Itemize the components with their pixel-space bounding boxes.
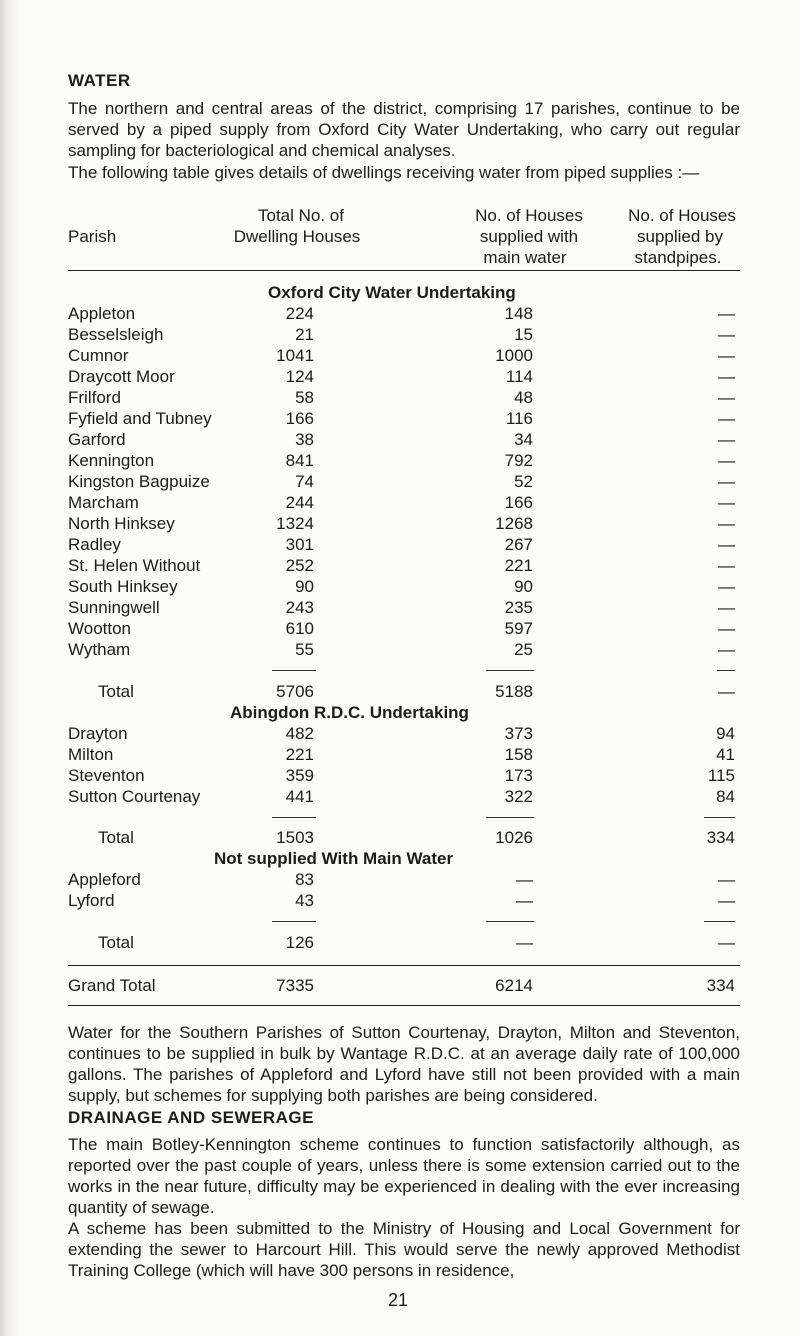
water-intro-text: The northern and central areas of the district, comprising 17 parishes, continue to be served by a piped supply from Oxford City Water Undertaking, who carry out regular sampling for bacteriological and chemical analyses. xyxy=(68,99,740,160)
row-parish: Garford xyxy=(68,430,126,449)
row-standpipes: — xyxy=(718,870,735,889)
row-total: 441 xyxy=(285,787,314,806)
binding-edge xyxy=(0,0,20,1336)
row-main: 34 xyxy=(514,430,533,449)
row-main: 48 xyxy=(514,388,533,407)
row-parish: South Hinksey xyxy=(68,577,178,596)
row-parish: Appleford xyxy=(68,870,141,889)
row-main: 114 xyxy=(505,367,533,386)
row-parish: Cumnor xyxy=(68,346,129,365)
row-total: 166 xyxy=(285,409,314,428)
header-col2-line3: main water xyxy=(483,248,567,267)
row-standpipes: — xyxy=(718,535,735,554)
row-total: 74 xyxy=(295,472,314,491)
row-main: 267 xyxy=(504,535,533,554)
row-main: 25 xyxy=(514,640,533,659)
table-intro-text: The following table gives details of dwellings receiving water from piped supplies :— xyxy=(68,163,700,182)
row-main: 597 xyxy=(504,619,533,638)
row-total: 301 xyxy=(285,535,314,554)
grand-total-top-rule xyxy=(68,965,740,966)
subtotal-rule xyxy=(704,817,735,818)
section-title-not-supplied: Not supplied With Main Water xyxy=(214,849,454,868)
header-col1-line2: Dwelling Houses xyxy=(233,227,361,246)
row-standpipes: — xyxy=(718,367,735,386)
subtotal-rule xyxy=(272,921,316,922)
header-col2-line2: supplied with xyxy=(479,227,579,246)
row-total: 610 xyxy=(285,619,314,638)
row-parish: Drayton xyxy=(68,724,128,743)
row-total: 38 xyxy=(295,430,314,449)
total-label: Total xyxy=(98,828,134,847)
row-parish: Kennington xyxy=(68,451,155,470)
row-parish: Wytham xyxy=(68,640,131,659)
row-main: 322 xyxy=(504,787,533,806)
drainage-paragraph-2 xyxy=(68,1218,740,1281)
row-standpipes: — xyxy=(718,472,735,491)
total-main: 1026 xyxy=(495,828,533,847)
grand-total-standpipes: 334 xyxy=(706,976,735,995)
row-parish: Besselsleigh xyxy=(68,325,164,344)
total-standpipes: 334 xyxy=(706,828,735,847)
row-standpipes: — xyxy=(718,577,735,596)
drainage-heading: DRAINAGE AND SEWERAGE xyxy=(68,1108,314,1127)
row-parish: Steventon xyxy=(68,766,145,785)
total-total: 126 xyxy=(285,933,314,952)
row-total: 58 xyxy=(295,388,314,407)
row-main: 1000 xyxy=(495,346,533,365)
row-parish: Radley xyxy=(68,535,121,554)
row-standpipes: — xyxy=(718,598,735,617)
row-standpipes: — xyxy=(718,346,735,365)
row-parish: Sutton Courtenay xyxy=(68,787,201,806)
subtotal-rule xyxy=(272,670,316,671)
row-main: 1268 xyxy=(495,514,533,533)
total-main: — xyxy=(516,933,533,952)
water-intro-paragraph xyxy=(68,98,740,161)
subtotal-rule xyxy=(486,817,534,818)
grand-total-label: Grand Total xyxy=(68,976,156,995)
row-parish: Frilford xyxy=(68,388,121,407)
row-standpipes: — xyxy=(718,304,735,323)
row-main: 116 xyxy=(505,409,533,428)
row-standpipes: — xyxy=(718,325,735,344)
row-standpipes: — xyxy=(718,388,735,407)
row-main: 235 xyxy=(504,598,533,617)
section-title-oxford: Oxford City Water Undertaking xyxy=(268,283,516,302)
row-standpipes: — xyxy=(718,430,735,449)
row-total: 1041 xyxy=(276,346,314,365)
row-standpipes: 94 xyxy=(716,724,735,743)
row-parish: Kingston Bagpuize xyxy=(68,472,210,491)
row-total: 841 xyxy=(285,451,314,470)
row-total: 90 xyxy=(295,577,314,596)
row-main: 221 xyxy=(504,556,533,575)
row-total: 224 xyxy=(285,304,314,323)
page-number: 21 xyxy=(388,1290,409,1310)
row-main: — xyxy=(516,891,533,910)
row-total: 21 xyxy=(295,325,314,344)
row-standpipes: — xyxy=(718,493,735,512)
total-standpipes: — xyxy=(718,682,735,701)
total-label: Total xyxy=(98,682,134,701)
row-total: 359 xyxy=(285,766,314,785)
row-total: 55 xyxy=(295,640,314,659)
table-top-rule xyxy=(68,270,740,271)
total-standpipes: — xyxy=(718,933,735,952)
subtotal-rule xyxy=(486,670,534,671)
row-standpipes: — xyxy=(718,451,735,470)
row-main: 373 xyxy=(504,724,533,743)
subtotal-rule xyxy=(717,670,735,671)
row-total: 83 xyxy=(295,870,314,889)
row-parish: Lyford xyxy=(68,891,115,910)
total-label: Total xyxy=(98,933,134,952)
row-standpipes: — xyxy=(718,640,735,659)
header-col3-line1: No. of Houses xyxy=(628,206,736,225)
grand-total-total: 7335 xyxy=(276,976,314,995)
row-parish: Marcham xyxy=(68,493,139,512)
row-main: 52 xyxy=(514,472,533,491)
row-main: 15 xyxy=(514,325,533,344)
row-total: 43 xyxy=(295,891,314,910)
row-standpipes: — xyxy=(718,409,735,428)
row-parish: St. Helen Without xyxy=(68,556,201,575)
row-parish: Fyfield and Tubney xyxy=(68,409,212,428)
total-total: 5706 xyxy=(276,682,314,701)
row-main: 173 xyxy=(504,766,533,785)
row-main: 90 xyxy=(514,577,533,596)
subtotal-rule xyxy=(486,921,534,922)
section-title-abingdon: Abingdon R.D.C. Undertaking xyxy=(230,703,469,722)
row-parish: Appleton xyxy=(68,304,136,323)
row-total: 482 xyxy=(285,724,314,743)
row-parish: Wootton xyxy=(68,619,132,638)
row-main: 148 xyxy=(504,304,533,323)
water-heading: WATER xyxy=(68,71,131,90)
grand-total-main: 6214 xyxy=(495,976,533,995)
header-col2-line1: No. of Houses xyxy=(475,206,583,225)
row-main: 792 xyxy=(504,451,533,470)
row-standpipes: 41 xyxy=(716,745,735,764)
row-total: 124 xyxy=(285,367,314,386)
row-main: — xyxy=(516,870,533,889)
grand-total-bottom-rule xyxy=(68,1005,740,1006)
row-standpipes: — xyxy=(718,556,735,575)
header-parish: Parish xyxy=(68,227,117,246)
row-standpipes: — xyxy=(718,891,735,910)
row-main: 166 xyxy=(504,493,533,512)
row-total: 221 xyxy=(285,745,314,764)
row-standpipes: 115 xyxy=(707,766,735,785)
row-parish: Draycott Moor xyxy=(68,367,175,386)
drainage-text-2: A scheme has been submitted to the Ministry of Housing and Local Government for extending the sewer to Harcourt Hill. This would serve the newly approved Methodist Training College (which will have 300 persons in residence, xyxy=(68,1219,740,1280)
header-col3-line2: supplied by xyxy=(636,227,724,246)
subtotal-rule xyxy=(704,921,735,922)
southern-parishes-text: Water for the Southern Parishes of Sutton Courtenay, Drayton, Milton and Steventon, continues to be supplied in bulk by Wantage R.D.C. at an average daily rate of 100,000 gallons. The parishes of Appleford and Lyford have still not been provided with a main supply, but schemes for supplying both parishes are being considered. xyxy=(68,1023,740,1105)
row-standpipes: — xyxy=(718,619,735,638)
total-total: 1503 xyxy=(276,828,314,847)
row-main: 158 xyxy=(504,745,533,764)
table-intro-paragraph xyxy=(68,162,740,183)
drainage-paragraph-1 xyxy=(68,1134,740,1218)
header-col3-line3: standpipes. xyxy=(634,248,722,267)
subtotal-rule xyxy=(272,817,316,818)
row-standpipes: — xyxy=(718,514,735,533)
header-col1-line1: Total No. of xyxy=(258,206,344,225)
drainage-text-1: The main Botley-Kennington scheme continues to function satisfactorily although, as reported over the past couple of years, unless there is some extension carried out to the works in the near future, difficulty may be experienced in dealing with the ever increasing quantity of sewage. xyxy=(68,1135,740,1217)
southern-parishes-paragraph xyxy=(68,1022,740,1106)
row-standpipes: 84 xyxy=(716,787,735,806)
row-total: 1324 xyxy=(276,514,314,533)
row-total: 252 xyxy=(285,556,314,575)
row-total: 243 xyxy=(285,598,314,617)
row-parish: Milton xyxy=(68,745,114,764)
row-total: 244 xyxy=(285,493,314,512)
row-parish: North Hinksey xyxy=(68,514,175,533)
total-main: 5188 xyxy=(495,682,533,701)
row-parish: Sunningwell xyxy=(68,598,160,617)
